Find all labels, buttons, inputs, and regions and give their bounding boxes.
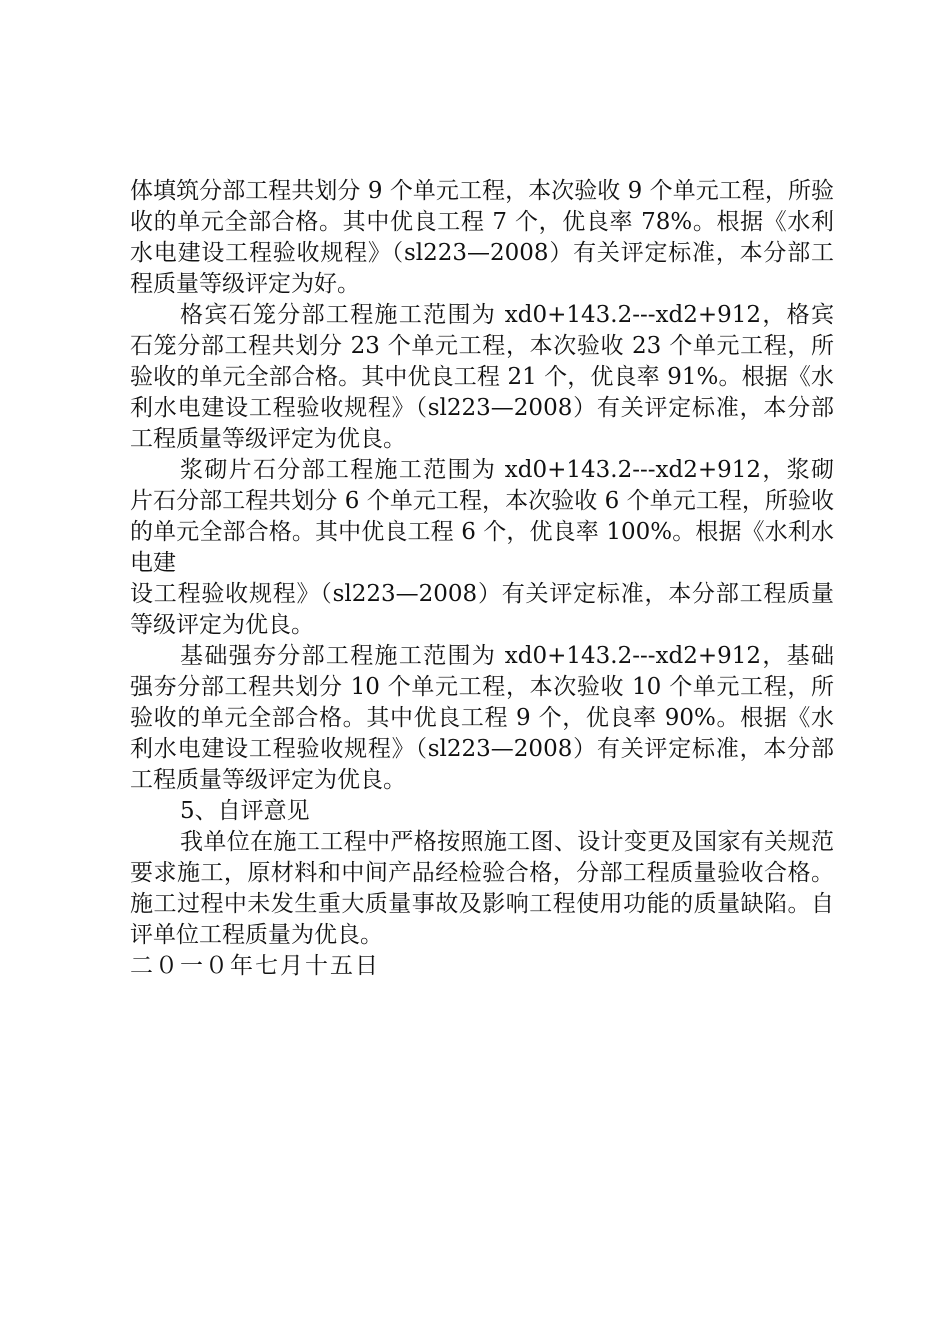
paragraph-self-evaluation: 我单位在施工工程中严格按照施工图、设计变更及国家有关规范要求施工，原材料和中间产品经检验合格，分部工程质量验收合格。施工过程中未发生重大质量事故及影响工程使用功能的质量缺陷。自评单位工程质量为优良。 [130,829,834,948]
section-heading-self-evaluation: 5、自评意见 [180,798,310,824]
paragraph-gabion-section: 格宾石笼分部工程施工范围为 xd0+143.2---xd2+912，格宾石笼分部工程共划分 23 个单元工程，本次验收 23 个单元工程，所验收的单元全部合格。其中优良工程 21 个，优良率 91%。根据《水利水电建设工程验收规程》（sl223—2008）有关评定标准，本分部工程质量等级评定为优良。 [130,302,834,452]
paragraph-compaction-section: 基础强夯分部工程施工范围为 xd0+143.2---xd2+912，基础强夯分部工程共划分 10 个单元工程，本次验收 10 个单元工程，所验收的单元全部合格。其中优良工程 9 个，优良率 90%。根据《水利水电建设工程验收规程》（sl223—2008）有关评定标准，本分部工程质量等级评定为优良。 [130,643,834,793]
document-date: 二０一０年七月十五日 [130,953,380,979]
paragraph-fill-section: 体填筑分部工程共划分 9 个单元工程，本次验收 9 个单元工程，所验收的单元全部合格。其中优良工程 7 个，优良率 78%。根据《水利水电建设工程验收规程》（sl223—2008）有关评定标准，本分部工程质量等级评定为好。 [130,178,834,297]
paragraph-masonry-continuation: 设工程验收规程》（sl223—2008）有关评定标准，本分部工程质量等级评定为优良。 [130,581,834,638]
paragraph-masonry-section: 浆砌片石分部工程施工范围为 xd0+143.2---xd2+912，浆砌片石分部工程共划分 6 个单元工程，本次验收 6 个单元工程，所验收的单元全部合格。其中优良工程 6 个，优良率 100%。根据《水利水电建 [130,457,834,576]
document-body [130,176,834,982]
